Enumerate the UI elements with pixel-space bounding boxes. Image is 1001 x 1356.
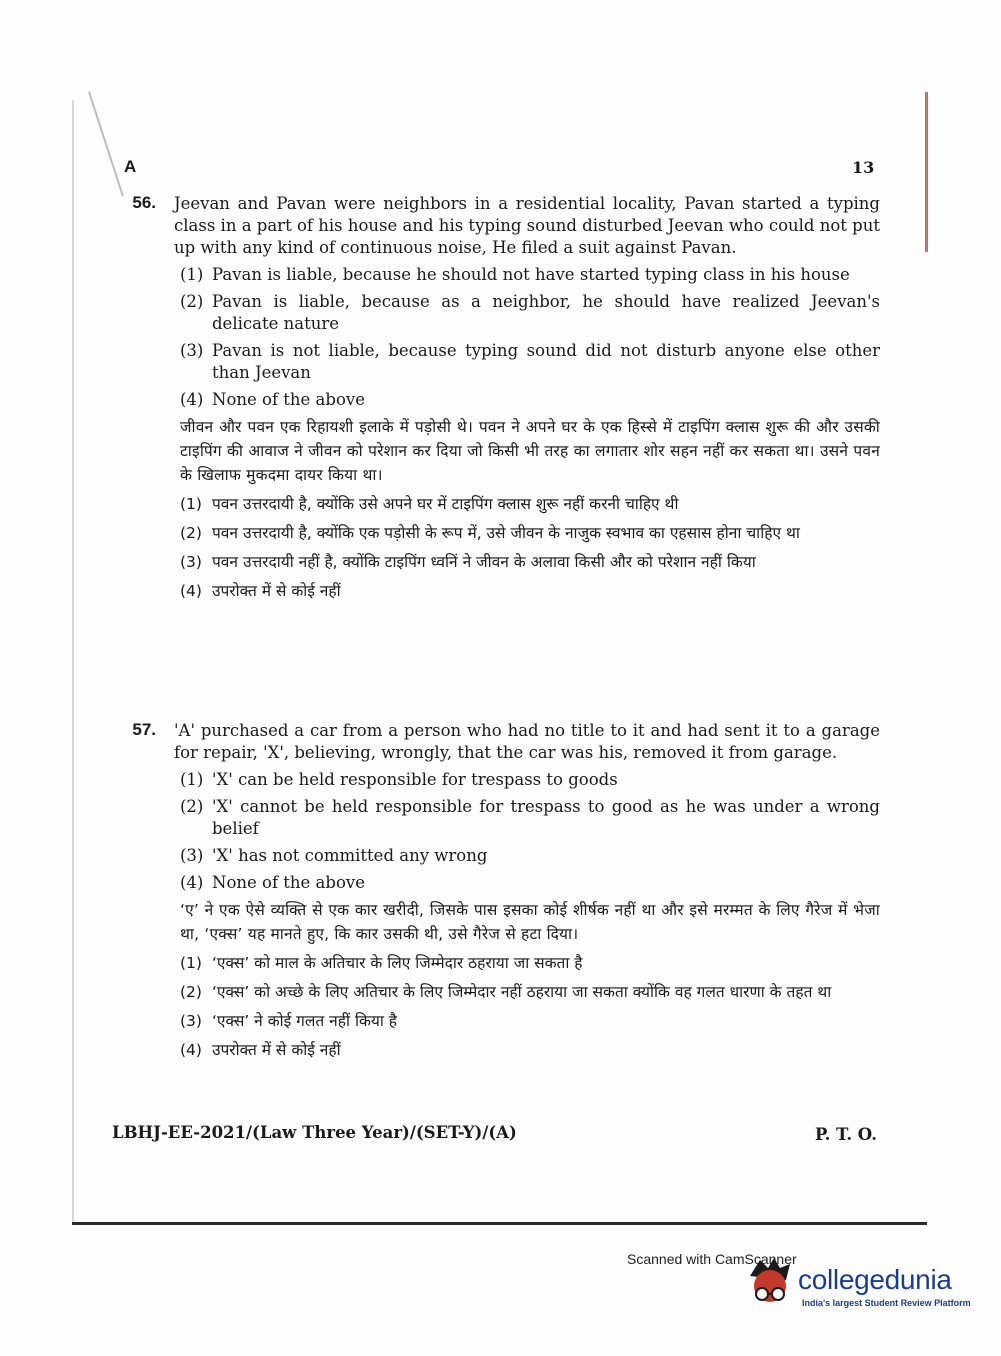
scan-bottom-edge: [72, 1222, 927, 1225]
option-english: (2) 'X' cannot be held responsible for trespass to good as he was under a wrong belief: [180, 797, 880, 838]
question-stem-hindi: ‘ए’ ने एक ऐसे व्यक्ति से एक कार खरीदी, जिसके पास इसका कोई शीर्षक नहीं था और इसे मरम्मत के लिए गैरेज में भेजा था, ‘एक्स’ यह मानते हुए, कि कार उसकी थी, उसे गैरेज से हटा दिया।: [180, 901, 880, 943]
question-stem-english: 'A' purchased a car from a person who had no title to it and had sent it to a garage for repair, 'X', believing, wrongly, that the car was his, removed it from garage.: [174, 721, 880, 762]
question-56: [100, 193, 880, 603]
option-hindi: (3) पवन उत्तरदायी नहीं है, क्योंकि टाइपिंग ध्वनिं ने जीवन के अलावा किसी और को परेशान नहीं किया: [180, 553, 756, 571]
option-english: (3) 'X' has not committed any wrong: [180, 846, 488, 865]
question-stem-hindi: जीवन और पवन एक रिहायशी इलाके में पड़ोसी थे। पवन ने अपने घर के एक हिस्से में टाइपिंग क्लास शुरू की और उसकी टाइपिंग की आवाज ने जीवन को परेशान कर दिया जो किसी भी तरह का लगातार शोर सहन नहीं कर सकता था। उसने पवन के खिलाफ मुकदमा दायर किया था।: [180, 418, 880, 484]
scan-red-mark: [925, 92, 928, 252]
option-hindi: (4) उपरोक्त में से कोई नहीं: [180, 1041, 341, 1059]
option-english: (4) None of the above: [180, 873, 365, 892]
exam-code: LBHJ-EE-2021/(Law Three Year)/(SET-Y)/(A): [112, 1123, 517, 1142]
scan-left-edge: [72, 100, 74, 1225]
option-hindi: (2) ‘एक्स’ को अच्छे के लिए अतिचार के लिए जिम्मेदार नहीं ठहराया जा सकता क्योंकि वह गलत धारणा के तहत था: [180, 983, 832, 1001]
set-letter: A: [124, 157, 137, 176]
scanner-watermark: Scanned with CamScanner: [627, 1251, 797, 1267]
please-turn-over: P. T. O.: [815, 1125, 877, 1144]
page-number: 13: [852, 158, 875, 177]
scan-corner-line: [88, 91, 124, 196]
collegedunia-logo: [742, 1254, 972, 1314]
question-57: [100, 720, 880, 1062]
option-hindi: (3) ‘एक्स’ ने कोई गलत नहीं किया है: [180, 1012, 398, 1030]
brand-name: collegedunia: [798, 1264, 952, 1295]
option-hindi: (2) पवन उत्तरदायी है, क्योंकि एक पड़ोसी के रूप में, उसे जीवन के नाजुक स्वभाव का एहसास होना चाहिए था: [180, 524, 800, 542]
option-english: (4) None of the above: [180, 390, 365, 409]
option-english: (1) 'X' can be held responsible for trespass to goods: [180, 770, 618, 789]
option-english: (3) Pavan is not liable, because typing sound did not disturb anyone else other than Jeevan: [180, 341, 880, 382]
option-english: (2) Pavan is liable, because as a neighbor, he should have realized Jeevan's delicate nature: [180, 292, 880, 333]
question-number: 56.: [132, 193, 156, 212]
option-hindi: (1) ‘एक्स’ को माल के अतिचार के लिए जिम्मेदार ठहराया जा सकता है: [180, 954, 583, 972]
mascot-icon: [742, 1254, 798, 1312]
question-number: 57.: [132, 720, 156, 739]
option-hindi: (4) उपरोक्त में से कोई नहीं: [180, 582, 341, 600]
option-english: (1) Pavan is liable, because he should not have started typing class in his house: [180, 265, 850, 284]
question-stem-english: Jeevan and Pavan were neighbors in a residential locality, Pavan started a typing class in a part of his house and his typing sound disturbed Jeevan who could not put up with any kind of continuous noise, He filed a suit against Pavan.: [174, 194, 880, 257]
option-hindi: (1) पवन उत्तरदायी है, क्योंकि उसे अपने घर में टाइपिंग क्लास शुरू नहीं करनी चाहिए थी: [180, 495, 679, 513]
brand-tagline: India's largest Student Review Platform: [802, 1298, 971, 1308]
